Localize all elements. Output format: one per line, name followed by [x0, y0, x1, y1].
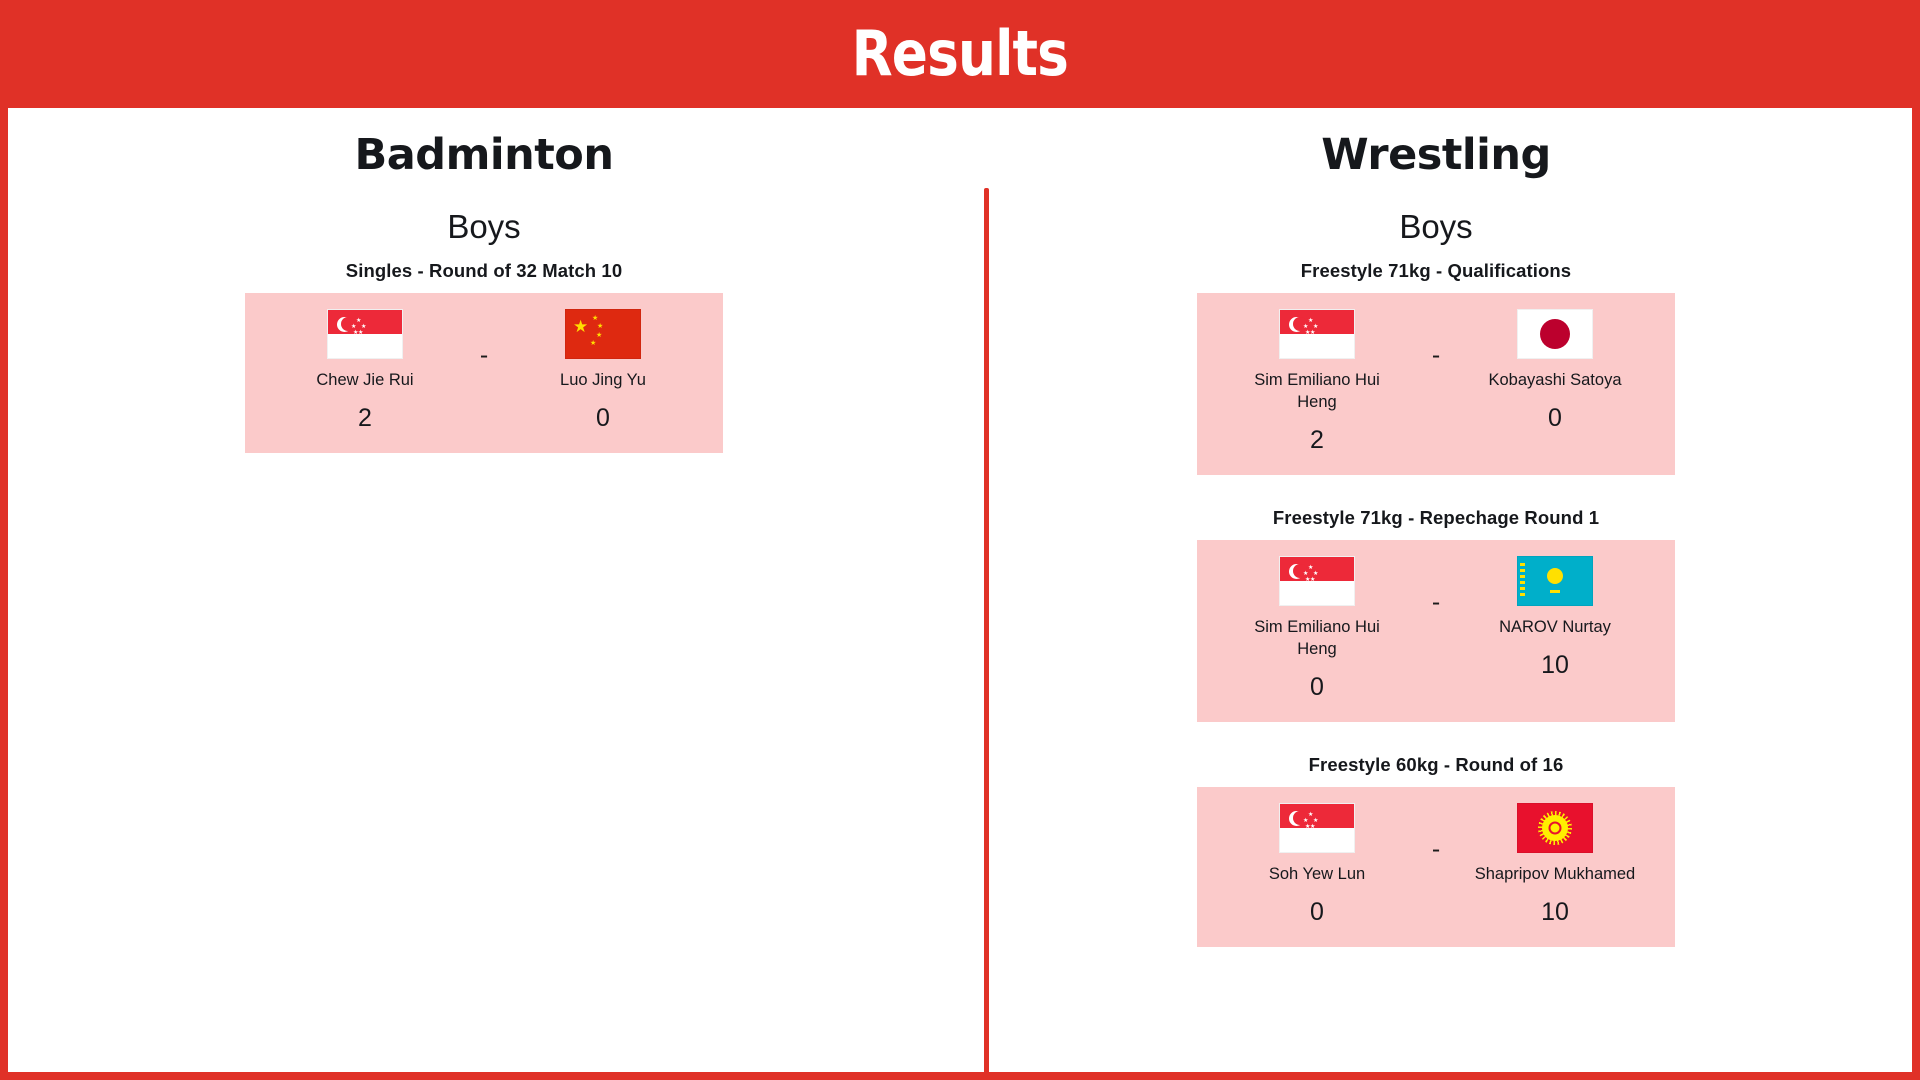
- athlete-score: 10: [1541, 650, 1569, 679]
- results-board: [8, 108, 1912, 1072]
- score-separator: -: [1431, 341, 1441, 369]
- athlete-name: Kobayashi Satoya: [1488, 371, 1622, 389]
- kyrgyzstan-flag: [1517, 803, 1593, 853]
- athlete-score: 0: [1548, 403, 1562, 432]
- event-block: [960, 754, 1912, 947]
- match-side-left: [270, 309, 460, 431]
- match-side-right: [508, 309, 698, 431]
- singapore-flag: ★ ★ ★ ★ ★: [327, 309, 403, 359]
- sport-column-wrestling: [960, 108, 1912, 1072]
- sport-title: Badminton: [354, 130, 614, 180]
- match-card[interactable]: [1197, 787, 1675, 947]
- athlete-name: Sim Emiliano Hui Heng: [1254, 617, 1380, 658]
- event-block: [960, 260, 1912, 475]
- match-side-right: [1460, 556, 1650, 678]
- event-title: Freestyle 71kg - Repechage Round 1: [1272, 506, 1600, 528]
- singapore-flag: ★ ★ ★ ★ ★: [1279, 803, 1355, 853]
- athlete-score: 2: [1310, 425, 1324, 454]
- athlete-name: Luo Jing Yu: [560, 371, 646, 389]
- score-separator: -: [1431, 587, 1441, 616]
- athlete-score: 0: [596, 403, 610, 432]
- athlete-name: Chew Jie Rui: [316, 371, 414, 389]
- athlete-name: Shapripov Mukhamed: [1474, 864, 1636, 883]
- singapore-flag: ★ ★ ★ ★ ★: [1279, 309, 1355, 359]
- gender-title: Boys: [1399, 208, 1473, 245]
- singapore-flag: ★ ★ ★ ★ ★: [1279, 556, 1355, 606]
- athlete-name: Sim Emiliano Hui Heng: [1254, 371, 1380, 411]
- sport-column-badminton: [8, 108, 960, 1072]
- match-card[interactable]: [1197, 293, 1675, 475]
- page-title: Results: [851, 17, 1069, 90]
- match-side-left: [1222, 803, 1412, 925]
- athlete-name: Soh Yew Lun: [1268, 864, 1366, 883]
- match-card[interactable]: [1197, 540, 1675, 722]
- match-card[interactable]: [245, 293, 723, 453]
- event-title: Freestyle 60kg - Round of 16: [1308, 753, 1564, 775]
- match-side-right: [1460, 309, 1650, 431]
- match-side-right: [1460, 803, 1650, 925]
- japan-flag: [1517, 309, 1593, 359]
- athlete-score: 2: [358, 403, 372, 432]
- match-side-left: [1222, 309, 1412, 453]
- score-separator: -: [479, 341, 489, 369]
- event-block: [960, 507, 1912, 722]
- kazakhstan-flag: ▬: [1517, 556, 1593, 606]
- athlete-score: 0: [1310, 672, 1324, 701]
- sport-title: Wrestling: [1321, 130, 1551, 180]
- athlete-score: 10: [1541, 897, 1569, 926]
- score-separator: -: [1431, 834, 1441, 863]
- event-title: Singles - Round of 32 Match 10: [345, 260, 623, 281]
- gender-title: Boys: [447, 208, 521, 245]
- match-side-left: [1222, 556, 1412, 700]
- event-block: [8, 260, 960, 453]
- athlete-score: 0: [1310, 897, 1324, 926]
- page-banner: [0, 0, 1920, 108]
- event-title: Freestyle 71kg - Qualifications: [1300, 260, 1572, 281]
- athlete-name: NAROV Nurtay: [1499, 617, 1611, 636]
- china-flag: ★ ★ ★ ★ ★: [565, 309, 641, 359]
